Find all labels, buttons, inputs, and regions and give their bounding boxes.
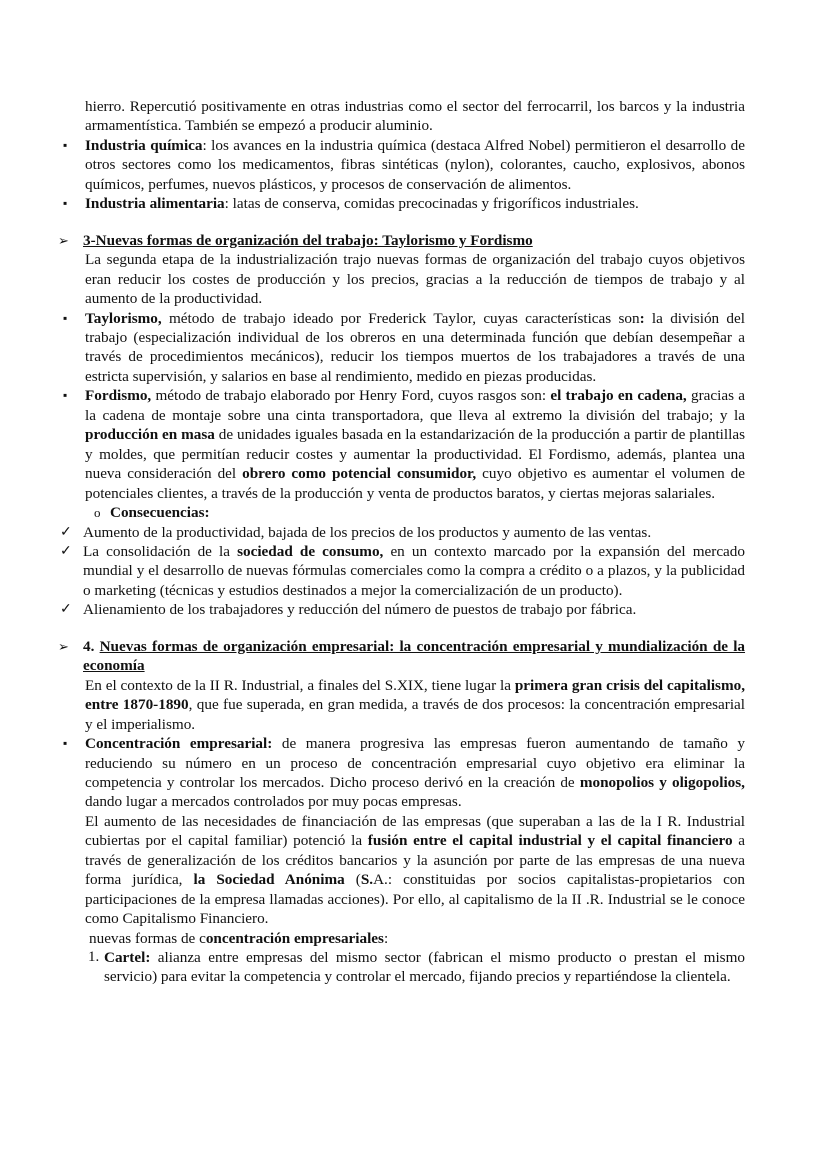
bold-text: Taylorismo, xyxy=(85,309,162,327)
bold-text: Industria química xyxy=(85,136,203,154)
text: El aumento de las necesidades de financiación de las empresas (que superaban a las de la I R. Industrial cubiertas por el capital familiar) potenció la xyxy=(85,812,745,850)
list-item xyxy=(63,309,745,387)
list-item xyxy=(60,523,745,542)
bold-text: Consecuencias: xyxy=(110,504,210,522)
bold-text: Nuevas formas de organización empresarial: la concentración empresarial y mundialización de la economía xyxy=(83,637,746,675)
text: En el contexto de la II R. Industrial, a finales del S.XIX, tiene lugar la xyxy=(85,676,515,694)
paragraph xyxy=(89,929,745,948)
text: Alienamiento de los trabajadores y reducción del número de puestos de trabajo por fábrica. xyxy=(83,601,637,619)
text: A.: constituidas por socios capitalistas-propietarios con participaciones de la empresa llamadas acciones). Por ello, al capitalismo de la II .R. Industrial se le conoce como Capitalismo Financiero. xyxy=(85,871,745,928)
text: método de trabajo ideado por Frederick Taylor, cuyas características son xyxy=(161,309,640,327)
paragraph xyxy=(94,503,745,522)
text: a través de generalización de los créditos bancarios y la asunción por parte de las empresas de una nueva forma jurídica, xyxy=(85,832,745,889)
text: cuyo objetivo es aumentar el volumen de potenciales clientes, a través de la producción y venta de productos baratos, y ciertas mejoras salariales. xyxy=(85,465,745,502)
bold-text: la Sociedad Anónima xyxy=(193,871,345,889)
bold-text: Cartel: xyxy=(104,949,151,967)
bold-text: oncentración empresariales xyxy=(205,929,384,947)
list-item xyxy=(63,136,745,194)
list-item xyxy=(88,948,745,987)
square-bullet-icon: ▪ xyxy=(63,736,68,751)
text: , que fue superada, en gran medida, a través de dos procesos: la concentración empresarial y el imperialismo. xyxy=(85,696,745,733)
bold-text: Fordismo, xyxy=(85,387,152,405)
text: la división del trabajo (especialización individual de los obreros en una determinada función que debían desempeñar a través de procedimientos mecánicos), reducir los tiempos muertos de los trabajadores a través de una estricta supervisión, y salarios en base al rendimiento, medido en piezas producidas. xyxy=(85,309,745,385)
text: nuevas formas de c xyxy=(89,929,206,947)
text: La segunda etapa de la industrialización trajo nuevas formas de organización del trabajo cuyos objetivos eran reducir los costes de producción y los precios, gracias a la reducción de tiempos de trabajo y al aumento de la productividad. xyxy=(85,251,745,308)
list-item xyxy=(60,542,745,600)
list-item xyxy=(60,600,745,619)
bold-text: sociedad de consumo, xyxy=(237,542,384,560)
checkmark-icon: ✓ xyxy=(60,543,72,559)
bold-text: 3-Nuevas formas de organización del trabajo: Taylorismo y Fordismo xyxy=(83,231,533,249)
text: en un contexto marcado por la expansión del mercado mundial y el desarrollo de nuevas fórmulas comerciales como la compra a crédito o a plazos, y la publicidad o marketing (técnicas y estudios destinados a mejor la comercialización de un producto). xyxy=(83,542,745,599)
section-heading xyxy=(58,231,745,250)
bold-text: fusión entre el capital industrial y el capital financiero xyxy=(367,832,733,850)
text: dando lugar a mercados controlados por muy pocas empresas. xyxy=(85,793,462,811)
arrow-bullet-icon: ➢ xyxy=(58,638,69,654)
list-number: 1. xyxy=(88,949,100,966)
checkmark-icon: ✓ xyxy=(60,602,72,618)
bold-text: el trabajo en cadena, xyxy=(550,387,687,405)
bold-text: : xyxy=(639,309,645,327)
text: : latas de conserva, comidas precocinadas y frigoríficos industriales. xyxy=(224,195,639,213)
document-page xyxy=(0,97,828,987)
list-item xyxy=(63,194,745,213)
arrow-bullet-icon: ➢ xyxy=(58,232,69,248)
square-bullet-icon: ▪ xyxy=(63,388,68,403)
square-bullet-icon: ▪ xyxy=(63,137,68,152)
paragraph xyxy=(85,97,745,136)
text: de manera progresiva las empresas fueron aumentando de tamaño y reduciendo su número en un proceso de concentración empresarial cuyo objetivo era eliminar la competencia y controlar los mercados. Dicho proceso derivó en la creación de xyxy=(85,735,746,791)
text: Aumento de la productividad, bajada de los precios de los productos y aumento de las ventas. xyxy=(83,523,652,541)
paragraph xyxy=(85,676,745,734)
square-bullet-icon: ▪ xyxy=(63,310,68,325)
square-bullet-icon: ▪ xyxy=(63,196,68,211)
text: : xyxy=(383,929,389,947)
bold-text: 4. xyxy=(83,637,100,655)
circle-bullet-icon: o xyxy=(94,505,101,521)
section-heading xyxy=(58,637,746,676)
text: alianza entre empresas del mismo sector (fabrican el mismo producto o prestan el mismo servicio) para evitar la competencia y controlar el mercado, fijando precios y repartiéndose la clientela. xyxy=(104,949,745,986)
text: La consolidación de la xyxy=(83,542,238,560)
list-item xyxy=(63,734,746,812)
text: ( xyxy=(344,871,361,889)
bold-text: Concentración empresarial: xyxy=(85,735,273,753)
text: hierro. Repercutió positivamente en otras industrias como el sector del ferrocarril, los barcos y la industria armamentística. También se empezó a producir aluminio. xyxy=(85,98,745,135)
list-item xyxy=(63,386,745,503)
text: : los avances en la industria química (destaca Alfred Nobel) permitieron el desarrollo de otros sectores como los medicamentos, fibras sintéticas (nylon), colorantes, caucho, explosivos, abonos químicos, perfumes, nuevos plásticos, y procesos de conservación de alimentos. xyxy=(85,136,745,193)
checkmark-icon: ✓ xyxy=(60,524,72,540)
paragraph xyxy=(85,250,745,308)
text: de unidades iguales basada en la estandarización de la producción a partir de plantillas y moldes, que permitían reducir costes y aumentar la productividad. El Fordismo, además, plantea una nueva consideración del xyxy=(85,426,745,483)
bold-text: monopolios y oligopolios, xyxy=(579,773,745,791)
bold-text: obrero como potencial consumidor, xyxy=(242,465,477,483)
text: método de trabajo elaborado por Henry Ford, cuyos rasgos son: xyxy=(151,387,551,405)
bold-text: primera gran crisis del capitalismo, entre 1870-1890 xyxy=(85,676,745,714)
bold-text: Industria alimentaria xyxy=(85,195,225,213)
bold-text: S. xyxy=(360,871,374,889)
bold-text: producción en masa xyxy=(85,426,215,444)
text: gracias a la cadena de montaje sobre una cinta transportadora, que lleva al extremo la división del trabajo; y la xyxy=(85,387,745,424)
paragraph xyxy=(85,812,745,929)
